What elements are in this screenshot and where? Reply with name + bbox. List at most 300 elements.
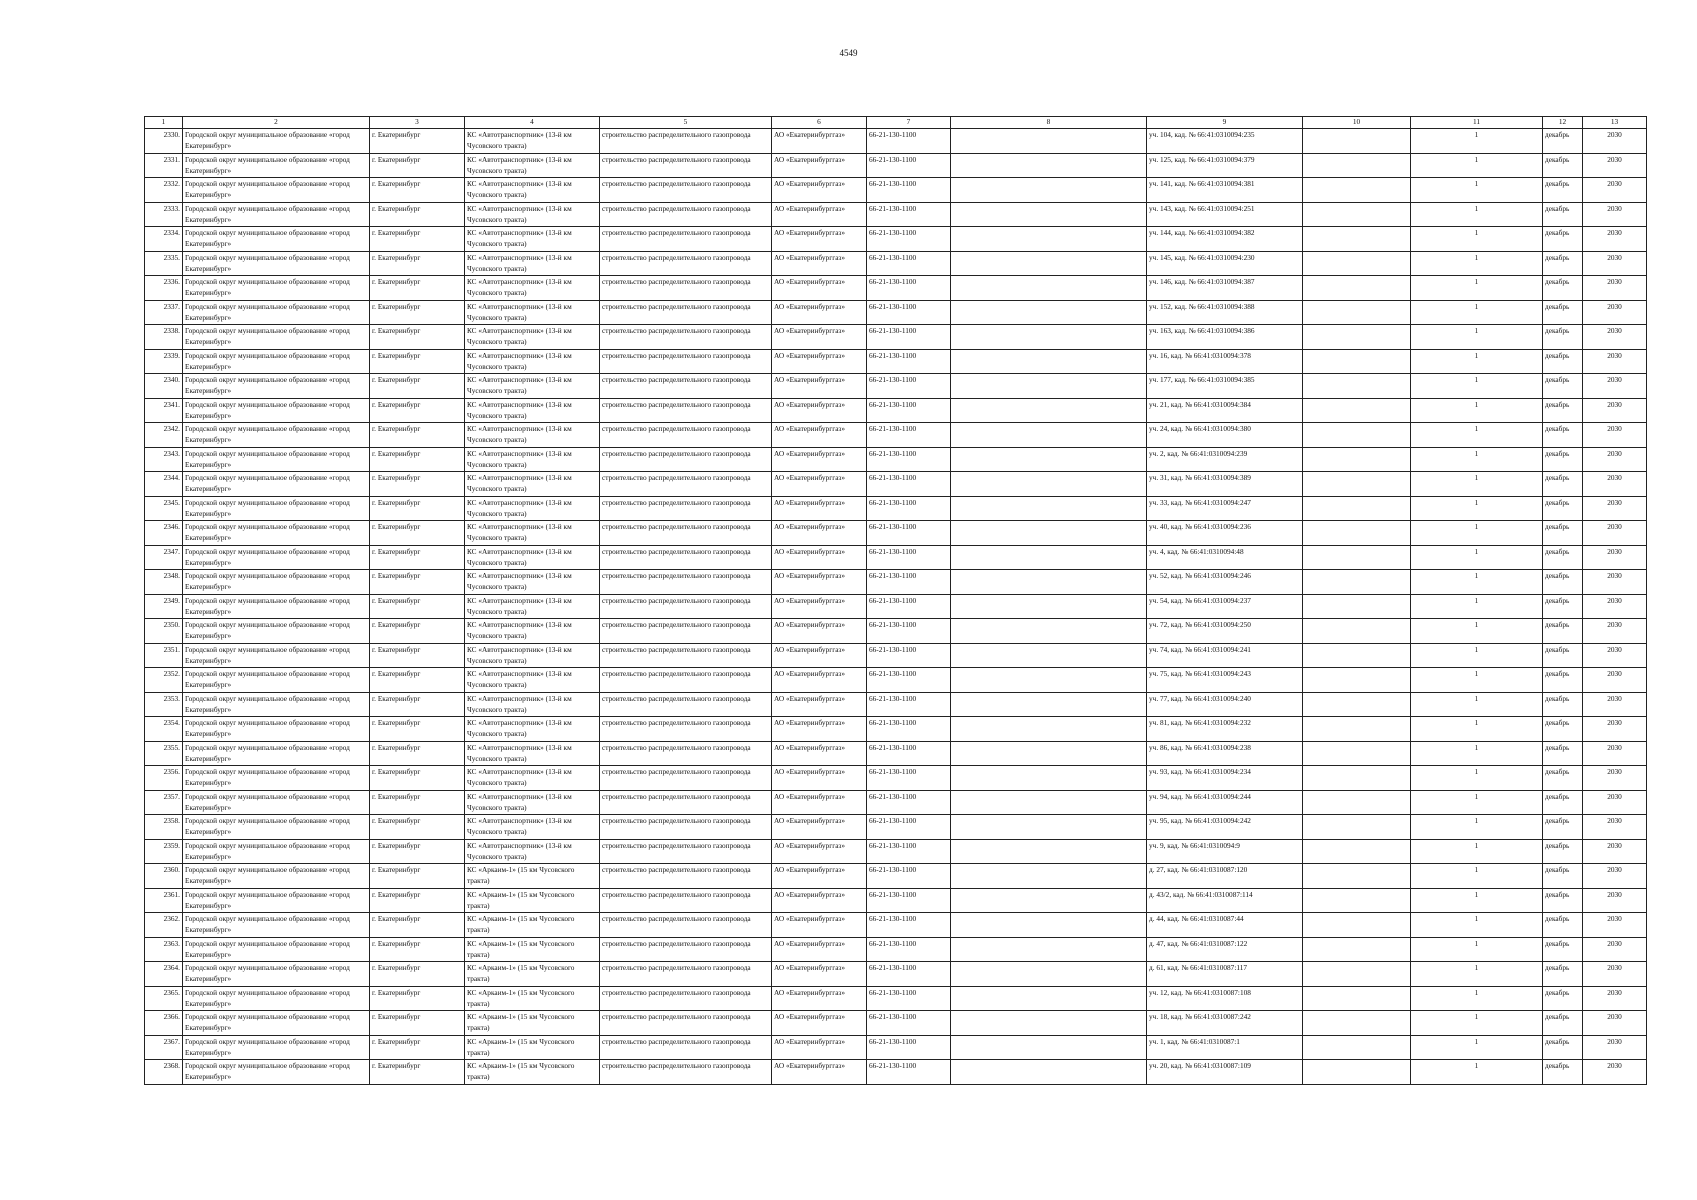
object-name: КС «Аркаим-1» (15 км Чусовского тракта): [465, 913, 600, 938]
action: строительство распределительного газопровода: [600, 545, 772, 570]
table-row: [145, 986, 1647, 1011]
column-header: 5: [600, 117, 772, 129]
owner: АО «Екатеринбурггаз»: [772, 692, 867, 717]
column-header: 8: [951, 117, 1147, 129]
code: 66-21-130-1100: [867, 668, 951, 693]
object-name: КС «Автотранспортник» (13-й км Чусовского тракта): [465, 202, 600, 227]
row-number: 2358.: [145, 815, 183, 840]
quantity: 1: [1411, 545, 1543, 570]
quantity: 1: [1411, 398, 1543, 423]
plot-cadastral: уч. 152, кад. № 66:41:0310094:388: [1147, 300, 1303, 325]
code: 66-21-130-1100: [867, 129, 951, 154]
table-row: [145, 668, 1647, 693]
empty-cell: [1303, 447, 1411, 472]
plot-cadastral: уч. 81, кад. № 66:41:0310094:232: [1147, 717, 1303, 742]
action: строительство распределительного газопровода: [600, 741, 772, 766]
city: г. Екатеринбург: [370, 202, 465, 227]
year: 2030: [1583, 545, 1647, 570]
plot-cadastral: уч. 4, кад. № 66:41:0310094:48: [1147, 545, 1303, 570]
owner: АО «Екатеринбурггаз»: [772, 398, 867, 423]
object-name: КС «Аркаим-1» (15 км Чусовского тракта): [465, 1060, 600, 1085]
organization: Городской округ муниципальное образование «город Екатеринбург»: [183, 888, 370, 913]
action: строительство распределительного газопровода: [600, 472, 772, 497]
object-name: КС «Автотранспортник» (13-й км Чусовского тракта): [465, 668, 600, 693]
city: г. Екатеринбург: [370, 790, 465, 815]
row-number: 2363.: [145, 937, 183, 962]
empty-cell: [1303, 545, 1411, 570]
code: 66-21-130-1100: [867, 937, 951, 962]
code: 66-21-130-1100: [867, 986, 951, 1011]
plot-cadastral: уч. 141, кад. № 66:41:0310094:381: [1147, 178, 1303, 203]
city: г. Екатеринбург: [370, 325, 465, 350]
city: г. Екатеринбург: [370, 447, 465, 472]
table-row: [145, 643, 1647, 668]
plot-cadastral: уч. 1, кад. № 66:41:0310087:1: [1147, 1035, 1303, 1060]
code: 66-21-130-1100: [867, 374, 951, 399]
month: декабрь: [1543, 398, 1583, 423]
quantity: 1: [1411, 692, 1543, 717]
row-number: 2337.: [145, 300, 183, 325]
year: 2030: [1583, 129, 1647, 154]
row-number: 2341.: [145, 398, 183, 423]
action: строительство распределительного газопровода: [600, 521, 772, 546]
object-name: КС «Автотранспортник» (13-й км Чусовского тракта): [465, 227, 600, 252]
row-number: 2343.: [145, 447, 183, 472]
quantity: 1: [1411, 741, 1543, 766]
object-name: КС «Автотранспортник» (13-й км Чусовского тракта): [465, 741, 600, 766]
plot-cadastral: уч. 75, кад. № 66:41:0310094:243: [1147, 668, 1303, 693]
row-number: 2345.: [145, 496, 183, 521]
organization: Городской округ муниципальное образование «город Екатеринбург»: [183, 178, 370, 203]
action: строительство распределительного газопровода: [600, 374, 772, 399]
empty-cell: [1303, 374, 1411, 399]
month: декабрь: [1543, 325, 1583, 350]
column-header: 13: [1583, 117, 1647, 129]
organization: Городской округ муниципальное образование «город Екатеринбург»: [183, 202, 370, 227]
year: 2030: [1583, 741, 1647, 766]
month: декабрь: [1543, 692, 1583, 717]
table-row: [145, 692, 1647, 717]
city: г. Екатеринбург: [370, 398, 465, 423]
row-number: 2359.: [145, 839, 183, 864]
object-name: КС «Аркаим-1» (15 км Чусовского тракта): [465, 1035, 600, 1060]
organization: Городской округ муниципальное образование «город Екатеринбург»: [183, 986, 370, 1011]
row-number: 2366.: [145, 1011, 183, 1036]
year: 2030: [1583, 202, 1647, 227]
object-name: КС «Аркаим-1» (15 км Чусовского тракта): [465, 888, 600, 913]
month: декабрь: [1543, 594, 1583, 619]
year: 2030: [1583, 153, 1647, 178]
plot-cadastral: уч. 144, кад. № 66:41:0310094:382: [1147, 227, 1303, 252]
row-number: 2364.: [145, 962, 183, 987]
code: 66-21-130-1100: [867, 227, 951, 252]
empty-cell: [1303, 1035, 1411, 1060]
table-row: [145, 521, 1647, 546]
row-number: 2330.: [145, 129, 183, 154]
action: строительство распределительного газопровода: [600, 766, 772, 791]
organization: Городской округ муниципальное образование «город Екатеринбург»: [183, 864, 370, 889]
table-row: [145, 300, 1647, 325]
organization: Городской округ муниципальное образование «город Екатеринбург»: [183, 1035, 370, 1060]
table-row: [145, 594, 1647, 619]
empty-cell: [951, 839, 1147, 864]
year: 2030: [1583, 962, 1647, 987]
plot-cadastral: д. 43/2, кад. № 66:41:0310087:114: [1147, 888, 1303, 913]
row-number: 2346.: [145, 521, 183, 546]
empty-cell: [1303, 937, 1411, 962]
table-body: [145, 129, 1647, 1085]
year: 2030: [1583, 594, 1647, 619]
quantity: 1: [1411, 423, 1543, 448]
row-number: 2354.: [145, 717, 183, 742]
organization: Городской округ муниципальное образование «город Екатеринбург»: [183, 374, 370, 399]
plot-cadastral: уч. 31, кад. № 66:41:0310094:389: [1147, 472, 1303, 497]
organization: Городской округ муниципальное образование «город Екатеринбург»: [183, 937, 370, 962]
quantity: 1: [1411, 1035, 1543, 1060]
organization: Городской округ муниципальное образование «город Екатеринбург»: [183, 962, 370, 987]
object-name: КС «Аркаим-1» (15 км Чусовского тракта): [465, 864, 600, 889]
city: г. Екатеринбург: [370, 153, 465, 178]
plot-cadastral: уч. 104, кад. № 66:41:0310094:235: [1147, 129, 1303, 154]
empty-cell: [1303, 276, 1411, 301]
year: 2030: [1583, 349, 1647, 374]
organization: Городской округ муниципальное образование «город Екатеринбург»: [183, 129, 370, 154]
code: 66-21-130-1100: [867, 178, 951, 203]
plot-cadastral: д. 44, кад. № 66:41:0310087:44: [1147, 913, 1303, 938]
owner: АО «Екатеринбурггаз»: [772, 227, 867, 252]
month: декабрь: [1543, 668, 1583, 693]
empty-cell: [1303, 1011, 1411, 1036]
plot-cadastral: уч. 9, кад. № 66:41:0310094:9: [1147, 839, 1303, 864]
code: 66-21-130-1100: [867, 398, 951, 423]
plot-cadastral: уч. 177, кад. № 66:41:0310094:385: [1147, 374, 1303, 399]
city: г. Екатеринбург: [370, 986, 465, 1011]
month: декабрь: [1543, 129, 1583, 154]
plot-cadastral: уч. 95, кад. № 66:41:0310094:242: [1147, 815, 1303, 840]
action: строительство распределительного газопровода: [600, 423, 772, 448]
empty-cell: [1303, 178, 1411, 203]
empty-cell: [1303, 864, 1411, 889]
code: 66-21-130-1100: [867, 790, 951, 815]
empty-cell: [951, 815, 1147, 840]
code: 66-21-130-1100: [867, 472, 951, 497]
object-name: КС «Аркаим-1» (15 км Чусовского тракта): [465, 986, 600, 1011]
owner: АО «Екатеринбурггаз»: [772, 619, 867, 644]
quantity: 1: [1411, 766, 1543, 791]
object-name: КС «Аркаим-1» (15 км Чусовского тракта): [465, 1011, 600, 1036]
action: строительство распределительного газопровода: [600, 178, 772, 203]
city: г. Екатеринбург: [370, 692, 465, 717]
table-row: [145, 888, 1647, 913]
empty-cell: [951, 864, 1147, 889]
empty-cell: [951, 496, 1147, 521]
empty-cell: [951, 178, 1147, 203]
owner: АО «Екатеринбурггаз»: [772, 839, 867, 864]
quantity: 1: [1411, 447, 1543, 472]
empty-cell: [1303, 202, 1411, 227]
code: 66-21-130-1100: [867, 251, 951, 276]
object-name: КС «Автотранспортник» (13-й км Чусовского тракта): [465, 619, 600, 644]
city: г. Екатеринбург: [370, 1035, 465, 1060]
organization: Городской округ муниципальное образование «город Екатеринбург»: [183, 325, 370, 350]
year: 2030: [1583, 1011, 1647, 1036]
row-number: 2335.: [145, 251, 183, 276]
code: 66-21-130-1100: [867, 962, 951, 987]
year: 2030: [1583, 986, 1647, 1011]
action: строительство распределительного газопровода: [600, 864, 772, 889]
object-name: КС «Автотранспортник» (13-й км Чусовского тракта): [465, 349, 600, 374]
year: 2030: [1583, 888, 1647, 913]
plot-cadastral: уч. 146, кад. № 66:41:0310094:387: [1147, 276, 1303, 301]
quantity: 1: [1411, 472, 1543, 497]
quantity: 1: [1411, 325, 1543, 350]
code: 66-21-130-1100: [867, 521, 951, 546]
empty-cell: [951, 545, 1147, 570]
quantity: 1: [1411, 227, 1543, 252]
empty-cell: [951, 668, 1147, 693]
row-number: 2339.: [145, 349, 183, 374]
row-number: 2342.: [145, 423, 183, 448]
code: 66-21-130-1100: [867, 839, 951, 864]
code: 66-21-130-1100: [867, 1011, 951, 1036]
table-row: [145, 276, 1647, 301]
empty-cell: [951, 1035, 1147, 1060]
year: 2030: [1583, 815, 1647, 840]
code: 66-21-130-1100: [867, 325, 951, 350]
city: г. Екатеринбург: [370, 864, 465, 889]
empty-cell: [1303, 815, 1411, 840]
code: 66-21-130-1100: [867, 496, 951, 521]
owner: АО «Екатеринбурггаз»: [772, 937, 867, 962]
empty-cell: [951, 1011, 1147, 1036]
organization: Городской округ муниципальное образование «город Екатеринбург»: [183, 276, 370, 301]
action: строительство распределительного газопровода: [600, 1011, 772, 1036]
year: 2030: [1583, 864, 1647, 889]
owner: АО «Екатеринбурггаз»: [772, 570, 867, 595]
month: декабрь: [1543, 227, 1583, 252]
empty-cell: [1303, 839, 1411, 864]
city: г. Екатеринбург: [370, 668, 465, 693]
year: 2030: [1583, 496, 1647, 521]
object-name: КС «Автотранспортник» (13-й км Чусовского тракта): [465, 570, 600, 595]
organization: Городской округ муниципальное образование «город Екатеринбург»: [183, 1060, 370, 1085]
code: 66-21-130-1100: [867, 766, 951, 791]
empty-cell: [951, 276, 1147, 301]
empty-cell: [1303, 913, 1411, 938]
table-row: [145, 202, 1647, 227]
month: декабрь: [1543, 790, 1583, 815]
year: 2030: [1583, 1060, 1647, 1085]
city: г. Екатеринбург: [370, 962, 465, 987]
organization: Городской округ муниципальное образование «город Екатеринбург»: [183, 472, 370, 497]
code: 66-21-130-1100: [867, 888, 951, 913]
city: г. Екатеринбург: [370, 766, 465, 791]
action: строительство распределительного газопровода: [600, 1060, 772, 1085]
owner: АО «Екатеринбурггаз»: [772, 129, 867, 154]
action: строительство распределительного газопровода: [600, 717, 772, 742]
year: 2030: [1583, 423, 1647, 448]
object-name: КС «Автотранспортник» (13-й км Чусовского тракта): [465, 398, 600, 423]
empty-cell: [1303, 349, 1411, 374]
object-name: КС «Автотранспортник» (13-й км Чусовского тракта): [465, 766, 600, 791]
year: 2030: [1583, 692, 1647, 717]
quantity: 1: [1411, 178, 1543, 203]
empty-cell: [951, 570, 1147, 595]
object-name: КС «Автотранспортник» (13-й км Чусовского тракта): [465, 790, 600, 815]
action: строительство распределительного газопровода: [600, 349, 772, 374]
city: г. Екатеринбург: [370, 129, 465, 154]
plot-cadastral: уч. 74, кад. № 66:41:0310094:241: [1147, 643, 1303, 668]
code: 66-21-130-1100: [867, 300, 951, 325]
year: 2030: [1583, 398, 1647, 423]
table-row: [145, 937, 1647, 962]
table-row: [145, 619, 1647, 644]
month: декабрь: [1543, 766, 1583, 791]
row-number: 2349.: [145, 594, 183, 619]
empty-cell: [1303, 153, 1411, 178]
row-number: 2332.: [145, 178, 183, 203]
action: строительство распределительного газопровода: [600, 913, 772, 938]
action: строительство распределительного газопровода: [600, 937, 772, 962]
action: строительство распределительного газопровода: [600, 986, 772, 1011]
year: 2030: [1583, 913, 1647, 938]
row-number: 2365.: [145, 986, 183, 1011]
city: г. Екатеринбург: [370, 496, 465, 521]
column-header: 6: [772, 117, 867, 129]
owner: АО «Екатеринбурггаз»: [772, 913, 867, 938]
quantity: 1: [1411, 643, 1543, 668]
row-number: 2351.: [145, 643, 183, 668]
owner: АО «Екатеринбурггаз»: [772, 202, 867, 227]
action: строительство распределительного газопровода: [600, 398, 772, 423]
row-number: 2353.: [145, 692, 183, 717]
owner: АО «Екатеринбурггаз»: [772, 864, 867, 889]
month: декабрь: [1543, 423, 1583, 448]
plot-cadastral: уч. 143, кад. № 66:41:0310094:251: [1147, 202, 1303, 227]
month: декабрь: [1543, 349, 1583, 374]
empty-cell: [1303, 129, 1411, 154]
empty-cell: [1303, 521, 1411, 546]
month: декабрь: [1543, 178, 1583, 203]
table-row: [145, 374, 1647, 399]
column-header: 10: [1303, 117, 1411, 129]
city: г. Екатеринбург: [370, 643, 465, 668]
city: г. Екатеринбург: [370, 472, 465, 497]
city: г. Екатеринбург: [370, 741, 465, 766]
row-number: 2348.: [145, 570, 183, 595]
object-name: КС «Аркаим-1» (15 км Чусовского тракта): [465, 937, 600, 962]
organization: Городской округ муниципальное образование «город Екатеринбург»: [183, 423, 370, 448]
object-name: КС «Автотранспортник» (13-й км Чусовского тракта): [465, 496, 600, 521]
city: г. Екатеринбург: [370, 937, 465, 962]
empty-cell: [951, 398, 1147, 423]
empty-cell: [951, 937, 1147, 962]
month: декабрь: [1543, 570, 1583, 595]
city: г. Екатеринбург: [370, 545, 465, 570]
month: декабрь: [1543, 839, 1583, 864]
action: строительство распределительного газопровода: [600, 325, 772, 350]
code: 66-21-130-1100: [867, 276, 951, 301]
plot-cadastral: уч. 93, кад. № 66:41:0310094:234: [1147, 766, 1303, 791]
row-number: 2347.: [145, 545, 183, 570]
quantity: 1: [1411, 251, 1543, 276]
organization: Городской округ муниципальное образование «город Екатеринбург»: [183, 815, 370, 840]
table-row: [145, 839, 1647, 864]
empty-cell: [1303, 251, 1411, 276]
empty-cell: [951, 766, 1147, 791]
code: 66-21-130-1100: [867, 570, 951, 595]
object-name: КС «Автотранспортник» (13-й км Чусовского тракта): [465, 423, 600, 448]
plot-cadastral: уч. 86, кад. № 66:41:0310094:238: [1147, 741, 1303, 766]
city: г. Екатеринбург: [370, 178, 465, 203]
quantity: 1: [1411, 1060, 1543, 1085]
empty-cell: [1303, 300, 1411, 325]
action: строительство распределительного газопровода: [600, 594, 772, 619]
code: 66-21-130-1100: [867, 913, 951, 938]
city: г. Екатеринбург: [370, 570, 465, 595]
action: строительство распределительного газопровода: [600, 300, 772, 325]
plot-cadastral: уч. 16, кад. № 66:41:0310094:378: [1147, 349, 1303, 374]
plot-cadastral: уч. 2, кад. № 66:41:0310094:239: [1147, 447, 1303, 472]
register-table: [144, 116, 1647, 1085]
code: 66-21-130-1100: [867, 202, 951, 227]
empty-cell: [1303, 227, 1411, 252]
action: строительство распределительного газопровода: [600, 692, 772, 717]
action: строительство распределительного газопровода: [600, 962, 772, 987]
month: декабрь: [1543, 717, 1583, 742]
owner: АО «Екатеринбурггаз»: [772, 423, 867, 448]
code: 66-21-130-1100: [867, 815, 951, 840]
city: г. Екатеринбург: [370, 276, 465, 301]
year: 2030: [1583, 521, 1647, 546]
year: 2030: [1583, 178, 1647, 203]
object-name: КС «Автотранспортник» (13-й км Чусовского тракта): [465, 300, 600, 325]
month: декабрь: [1543, 276, 1583, 301]
owner: АО «Екатеринбурггаз»: [772, 815, 867, 840]
table-row: [145, 423, 1647, 448]
table-row: [145, 472, 1647, 497]
owner: АО «Екатеринбурггаз»: [772, 251, 867, 276]
table-row: [145, 227, 1647, 252]
empty-cell: [951, 521, 1147, 546]
city: г. Екатеринбург: [370, 888, 465, 913]
empty-cell: [951, 472, 1147, 497]
action: строительство распределительного газопровода: [600, 815, 772, 840]
object-name: КС «Аркаим-1» (15 км Чусовского тракта): [465, 962, 600, 987]
owner: АО «Екатеринбурггаз»: [772, 741, 867, 766]
year: 2030: [1583, 619, 1647, 644]
empty-cell: [951, 1060, 1147, 1085]
code: 66-21-130-1100: [867, 864, 951, 889]
empty-cell: [951, 153, 1147, 178]
month: декабрь: [1543, 374, 1583, 399]
empty-cell: [1303, 398, 1411, 423]
city: г. Екатеринбург: [370, 717, 465, 742]
object-name: КС «Автотранспортник» (13-й км Чусовского тракта): [465, 472, 600, 497]
organization: Городской округ муниципальное образование «город Екатеринбург»: [183, 227, 370, 252]
month: декабрь: [1543, 913, 1583, 938]
owner: АО «Екатеринбурггаз»: [772, 888, 867, 913]
object-name: КС «Автотранспортник» (13-й км Чусовского тракта): [465, 447, 600, 472]
organization: Городской округ муниципальное образование «город Екатеринбург»: [183, 717, 370, 742]
quantity: 1: [1411, 496, 1543, 521]
city: г. Екатеринбург: [370, 423, 465, 448]
table-row: [145, 717, 1647, 742]
year: 2030: [1583, 325, 1647, 350]
table-row: [145, 766, 1647, 791]
empty-cell: [1303, 986, 1411, 1011]
empty-cell: [1303, 790, 1411, 815]
